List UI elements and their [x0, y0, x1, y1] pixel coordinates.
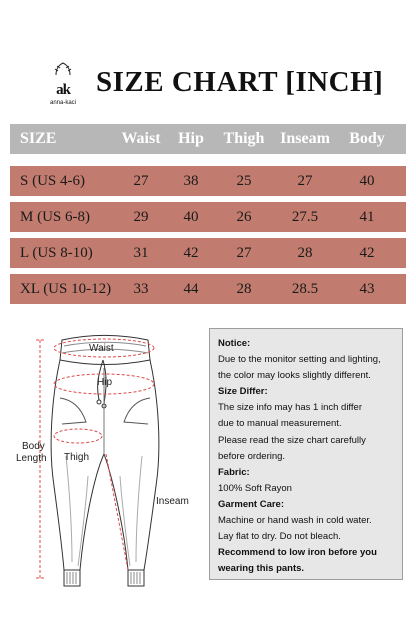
right-cuff [128, 570, 144, 586]
hip-cell: 38 [183, 173, 199, 189]
hip-cell: 40 [183, 209, 199, 225]
page-title: SIZE CHART [INCH] [96, 66, 384, 98]
size-differ-line: before ordering. [218, 450, 286, 462]
waist-cell: 33 [133, 281, 149, 297]
logo-monogram: ak [56, 82, 70, 98]
notes-panel [209, 328, 403, 580]
leaf-icon [48, 62, 78, 76]
inseam-cell: 28 [297, 245, 313, 261]
waist-label: Waist [89, 343, 114, 354]
column-header-size: SIZE [20, 130, 57, 147]
right-pocket [124, 398, 150, 424]
column-header-inseam: Inseam [280, 130, 330, 147]
garment-care-line: Lay flat to dry. Do not bleach. [218, 531, 341, 543]
pants-measurement-diagram [0, 326, 210, 616]
thigh-measure-line [54, 429, 102, 443]
right-cuff-ribs [131, 572, 140, 584]
garment-care-line: Machine or hand wash in cold water. [218, 515, 372, 527]
body-cell: 40 [359, 173, 375, 189]
inseam-cell: 27 [297, 173, 313, 189]
thigh-cell: 26 [236, 209, 252, 225]
column-header-body: Body [349, 130, 385, 147]
column-header-thigh: Thigh [223, 130, 265, 147]
inseam-cell: 28.5 [291, 281, 319, 297]
table-row [10, 166, 406, 196]
body-cell: 42 [359, 245, 375, 261]
size-differ-line: due to manual measurement. [218, 418, 342, 430]
fabric-line: 100% Soft Rayon [218, 482, 292, 494]
table-row [10, 238, 406, 268]
left-cuff [64, 570, 80, 586]
notice-line: the color may looks slightly different. [218, 370, 371, 382]
size-cell: S (US 4-6) [20, 173, 86, 189]
size-differ-title: Size Differ: [218, 386, 268, 398]
recommend-line: wearing this pants. [218, 563, 305, 575]
size-cell: M (US 6-8) [20, 209, 90, 225]
size-cell: L (US 8-10) [20, 245, 93, 261]
header [0, 52, 416, 108]
notice-line: Due to the monitor setting and lighting, [218, 354, 381, 366]
inseam-cell: 27.5 [291, 209, 319, 225]
left-pocket [60, 398, 86, 424]
column-header-waist: Waist [121, 130, 161, 147]
table-row [10, 274, 406, 304]
waist-cell: 31 [133, 245, 149, 261]
body-cell: 43 [359, 281, 375, 297]
body-cell: 41 [359, 209, 375, 225]
table-header-row [10, 124, 406, 154]
body-label: Body [22, 441, 45, 452]
size-table [10, 124, 406, 310]
thigh-label: Thigh [64, 452, 90, 463]
left-cuff-ribs [67, 572, 76, 584]
length-label: Length [16, 453, 47, 464]
thigh-cell: 27 [236, 245, 252, 261]
hip-label: Hip [97, 377, 113, 388]
drawstring-tip [97, 400, 101, 404]
inseam-line [106, 454, 128, 570]
size-differ-line: Please read the size chart carefully [218, 434, 366, 446]
pants-drawing [0, 326, 210, 616]
column-header-hip: Hip [178, 130, 204, 147]
brand-logo [48, 62, 78, 106]
notice-title: Notice: [218, 338, 251, 349]
hip-cell: 42 [183, 245, 199, 261]
hip-cell: 44 [183, 281, 199, 297]
thigh-cell: 28 [236, 281, 252, 297]
table-row [10, 202, 406, 232]
thigh-cell: 25 [236, 173, 252, 189]
size-differ-line: The size info may has 1 inch differ [218, 402, 362, 414]
logo-brand: anna-kaci [49, 100, 76, 106]
fabric-title: Fabric: [218, 466, 250, 478]
waist-cell: 27 [133, 173, 149, 189]
recommend-line: Recommend to low iron before you [218, 547, 377, 559]
size-cell: XL (US 10-12) [20, 281, 112, 297]
inseam-label: Inseam [156, 496, 189, 507]
garment-care-title: Garment Care: [218, 498, 284, 510]
fabric-folds [66, 456, 142, 566]
waist-cell: 29 [133, 209, 149, 225]
